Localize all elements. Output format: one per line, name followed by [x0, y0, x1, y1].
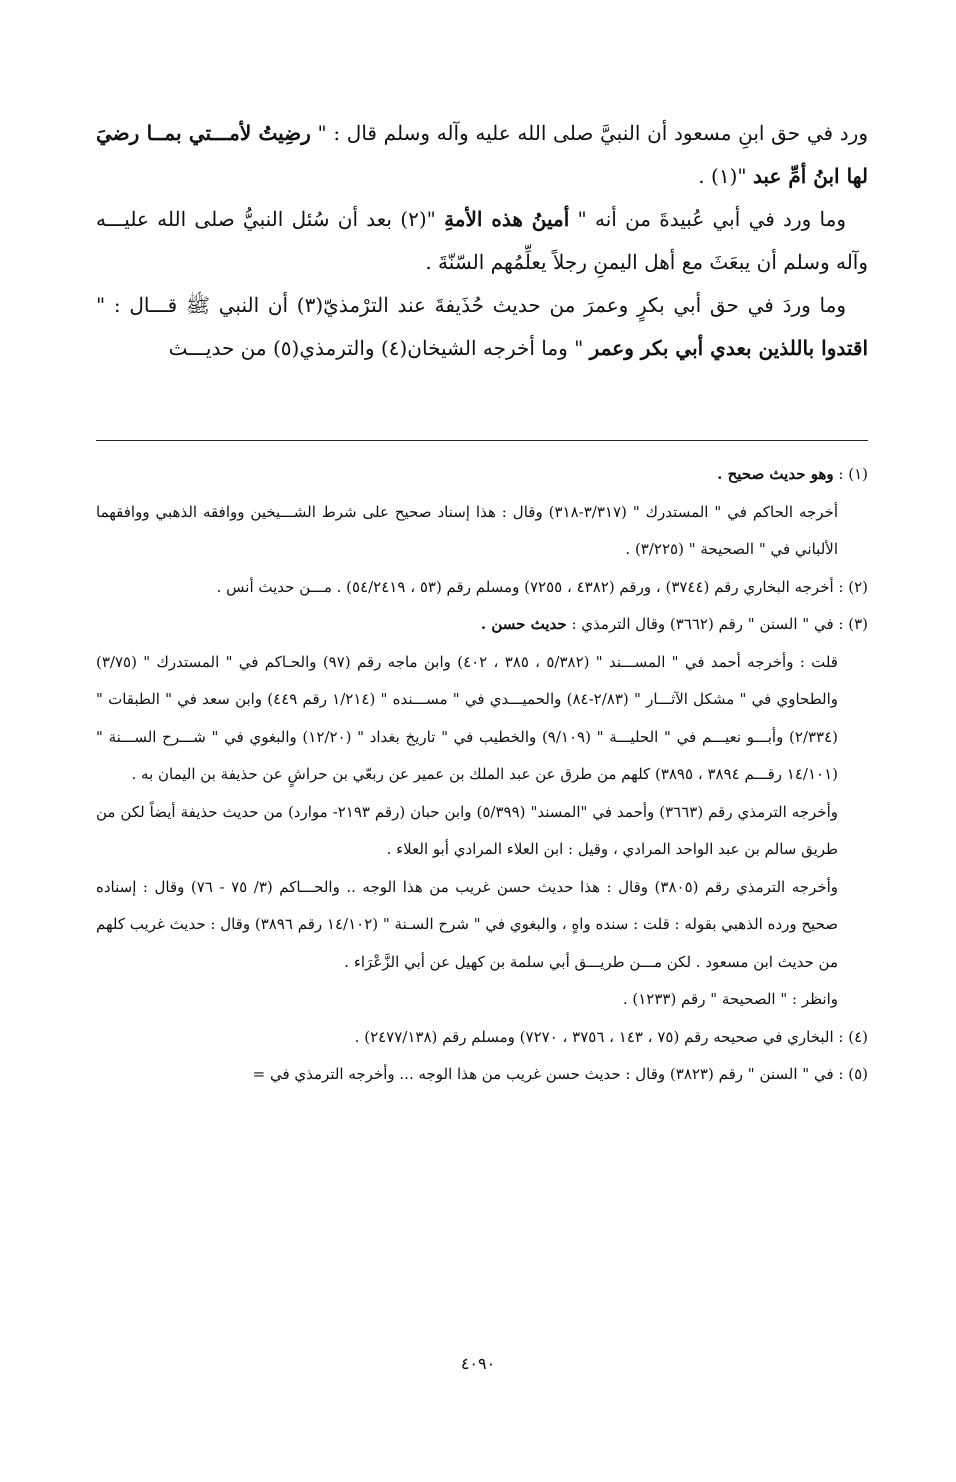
paragraph-abu-ubaida — [96, 198, 868, 284]
page-number: ٤٠٩٠ — [460, 1354, 496, 1373]
hadith-quote: أمينُ هذه الأمةِ — [444, 207, 570, 231]
footnotes — [96, 456, 868, 1094]
paragraph-text: وما ورد في أبي عُبيدةَ من أنه " — [569, 207, 847, 231]
footnote-3-detail-2: وأخرجه الترمذي رقم (٣٦٦٣) وأحمد في "المسند" (٥/٣٩٩) وابن حبان (رقم ٢١٩٣- موارد) من حديث حذيفة أيضاً لكن من طريق سالم بن عبد الواحد المرادي ، وقيل : ابن العلاء المرادي أبو العلاء . — [96, 802, 838, 858]
footnote-4: (٤) : البخاري في صحيحه رقم (٧٥ ، ١٤٣ ، ٣٧٥٦ ، ٧٢٧٠) ومسلم رقم (٢٤٧٧/١٣٨) . — [354, 1027, 868, 1046]
paragraph-text: "(١) . — [698, 164, 753, 188]
footnote-3 — [96, 606, 868, 644]
footnote-2: (٢) : أخرجه البخاري رقم (٣٧٤٤) ، ورقم (٤٣٨٢ ، ٧٢٥٥) ومسلم رقم (٥٣ ، ٥٤/٢٤١٩) . مـــن حديث أنس . — [216, 577, 868, 596]
footnote-grade: حديث حسن . — [480, 615, 567, 633]
footnote-1-detail: أخرجه الحاكم في " المستدرك " (٣/٣١٧-٣١٨) وقال : هذا إسناد صحيح على شرط الشـــيخين ووافقه الذهبي ووافقهما الألباني في " الصحيحة " (٣/٢٢٥) . — [96, 502, 838, 558]
paragraph-text: ورد في حق ابنِ مسعود أن النبيَّ صلى الله عليه وآله وسلم قال : " — [310, 121, 868, 145]
footnote-3-detail-4: وانظر : " الصحيحة " رقم (١٢٣٣) . — [622, 990, 838, 1008]
main-text — [96, 112, 868, 370]
footnote-grade: وهو حديث صحيح . — [717, 465, 834, 483]
paragraph-abu-bakr-umar — [96, 284, 868, 370]
footnote-text: (١) : — [833, 465, 868, 483]
hadith-quote: اقتدوا باللذين بعدي أبي بكر وعمر — [589, 336, 868, 360]
footnote-3-detail-3: وأخرجه الترمذي رقم (٣٨٠٥) وقال : هذا حديث حسن غريب من هذا الوجه .. والحـــاكم (٣/ ٧٥ - ٧٦) وقال : إسناده صحيح ورده الذهبي بقوله : قلت : سنده واهٍ ، والبغوي في " شرح السـنة " (١٤/١٠٢ رقم ٣٨٩٦) وقال : حديث غريب كلهم من حديث ابن مسعود . لكن مـــن طريـــق أبي سلمة بن كهيل عن أبي الزَّعْرَاء . — [96, 877, 839, 971]
footnote-5: (٥) : في " السنن " رقم (٣٨٢٣) وقال : حديث حسن غريب من هذا الوجه ... وأخرجه الترمذي في = — [252, 1065, 868, 1083]
paragraph-text: وما وردَ في حق أبي بكرٍ وعمرَ من حديث حُذَيفةَ عند الترْمذيّ(٣) أن النبي ﷺ قـــال : " — [96, 293, 846, 317]
hadith-quote: رضِيتُ لأمـــتي بمــا رضيَ لها ابنُ أمِّ عبد — [96, 121, 868, 188]
paragraph-ibn-masud — [96, 112, 868, 198]
paragraph-text: "(٢) بعد أن سُئل النبيُّ صلى الله عليـــه وآله وسلم أن يبعَثَ مع أهل اليمنِ رجلاً يعلِّمُهم السّنّةَ . — [96, 207, 868, 274]
paragraph-text: " وما أخرجه الشيخان(٤) والترمذي(٥) من حديـــث — [168, 336, 590, 360]
footnote-3-detail-1: قلت : وأخرجه أحمد في " المســـند " (٥/٣٨٢ ، ٣٨٥ ، ٤٠٢) وابن ماجه رقم (٩٧) والحـاكم في " المستدرك " (٣/٧٥) والطحاوي في " مشكل الآثـــار " (٢/٨٣-٨٤) والحميـــدي في " مســـنده " (١/٢١٤ رقم ٤٤٩) وابن سعد في " الطبقات " (٢/٣٣٤) وأبـــو نعيـــم في " الحليـــة " (٩/١٠٩) والخطيب في " تاريخ بغداد " (١٢/٢٠) والبغوي في " شـــرح الســـنة " (١٤/١٠١ رقـــم ٣٨٩٤ ، ٣٨٩٥) كلهم من طرق عن عبد الملك بن عمير عن ربعّي بن حراشٍ عن حذيفة بن اليمان به . — [96, 652, 838, 783]
footnote-text: (٣) : في " السنن " رقم (٣٦٦٢) وقال الترمذي : — [566, 615, 868, 633]
footnote-1 — [96, 456, 868, 494]
footnote-divider — [96, 440, 868, 441]
